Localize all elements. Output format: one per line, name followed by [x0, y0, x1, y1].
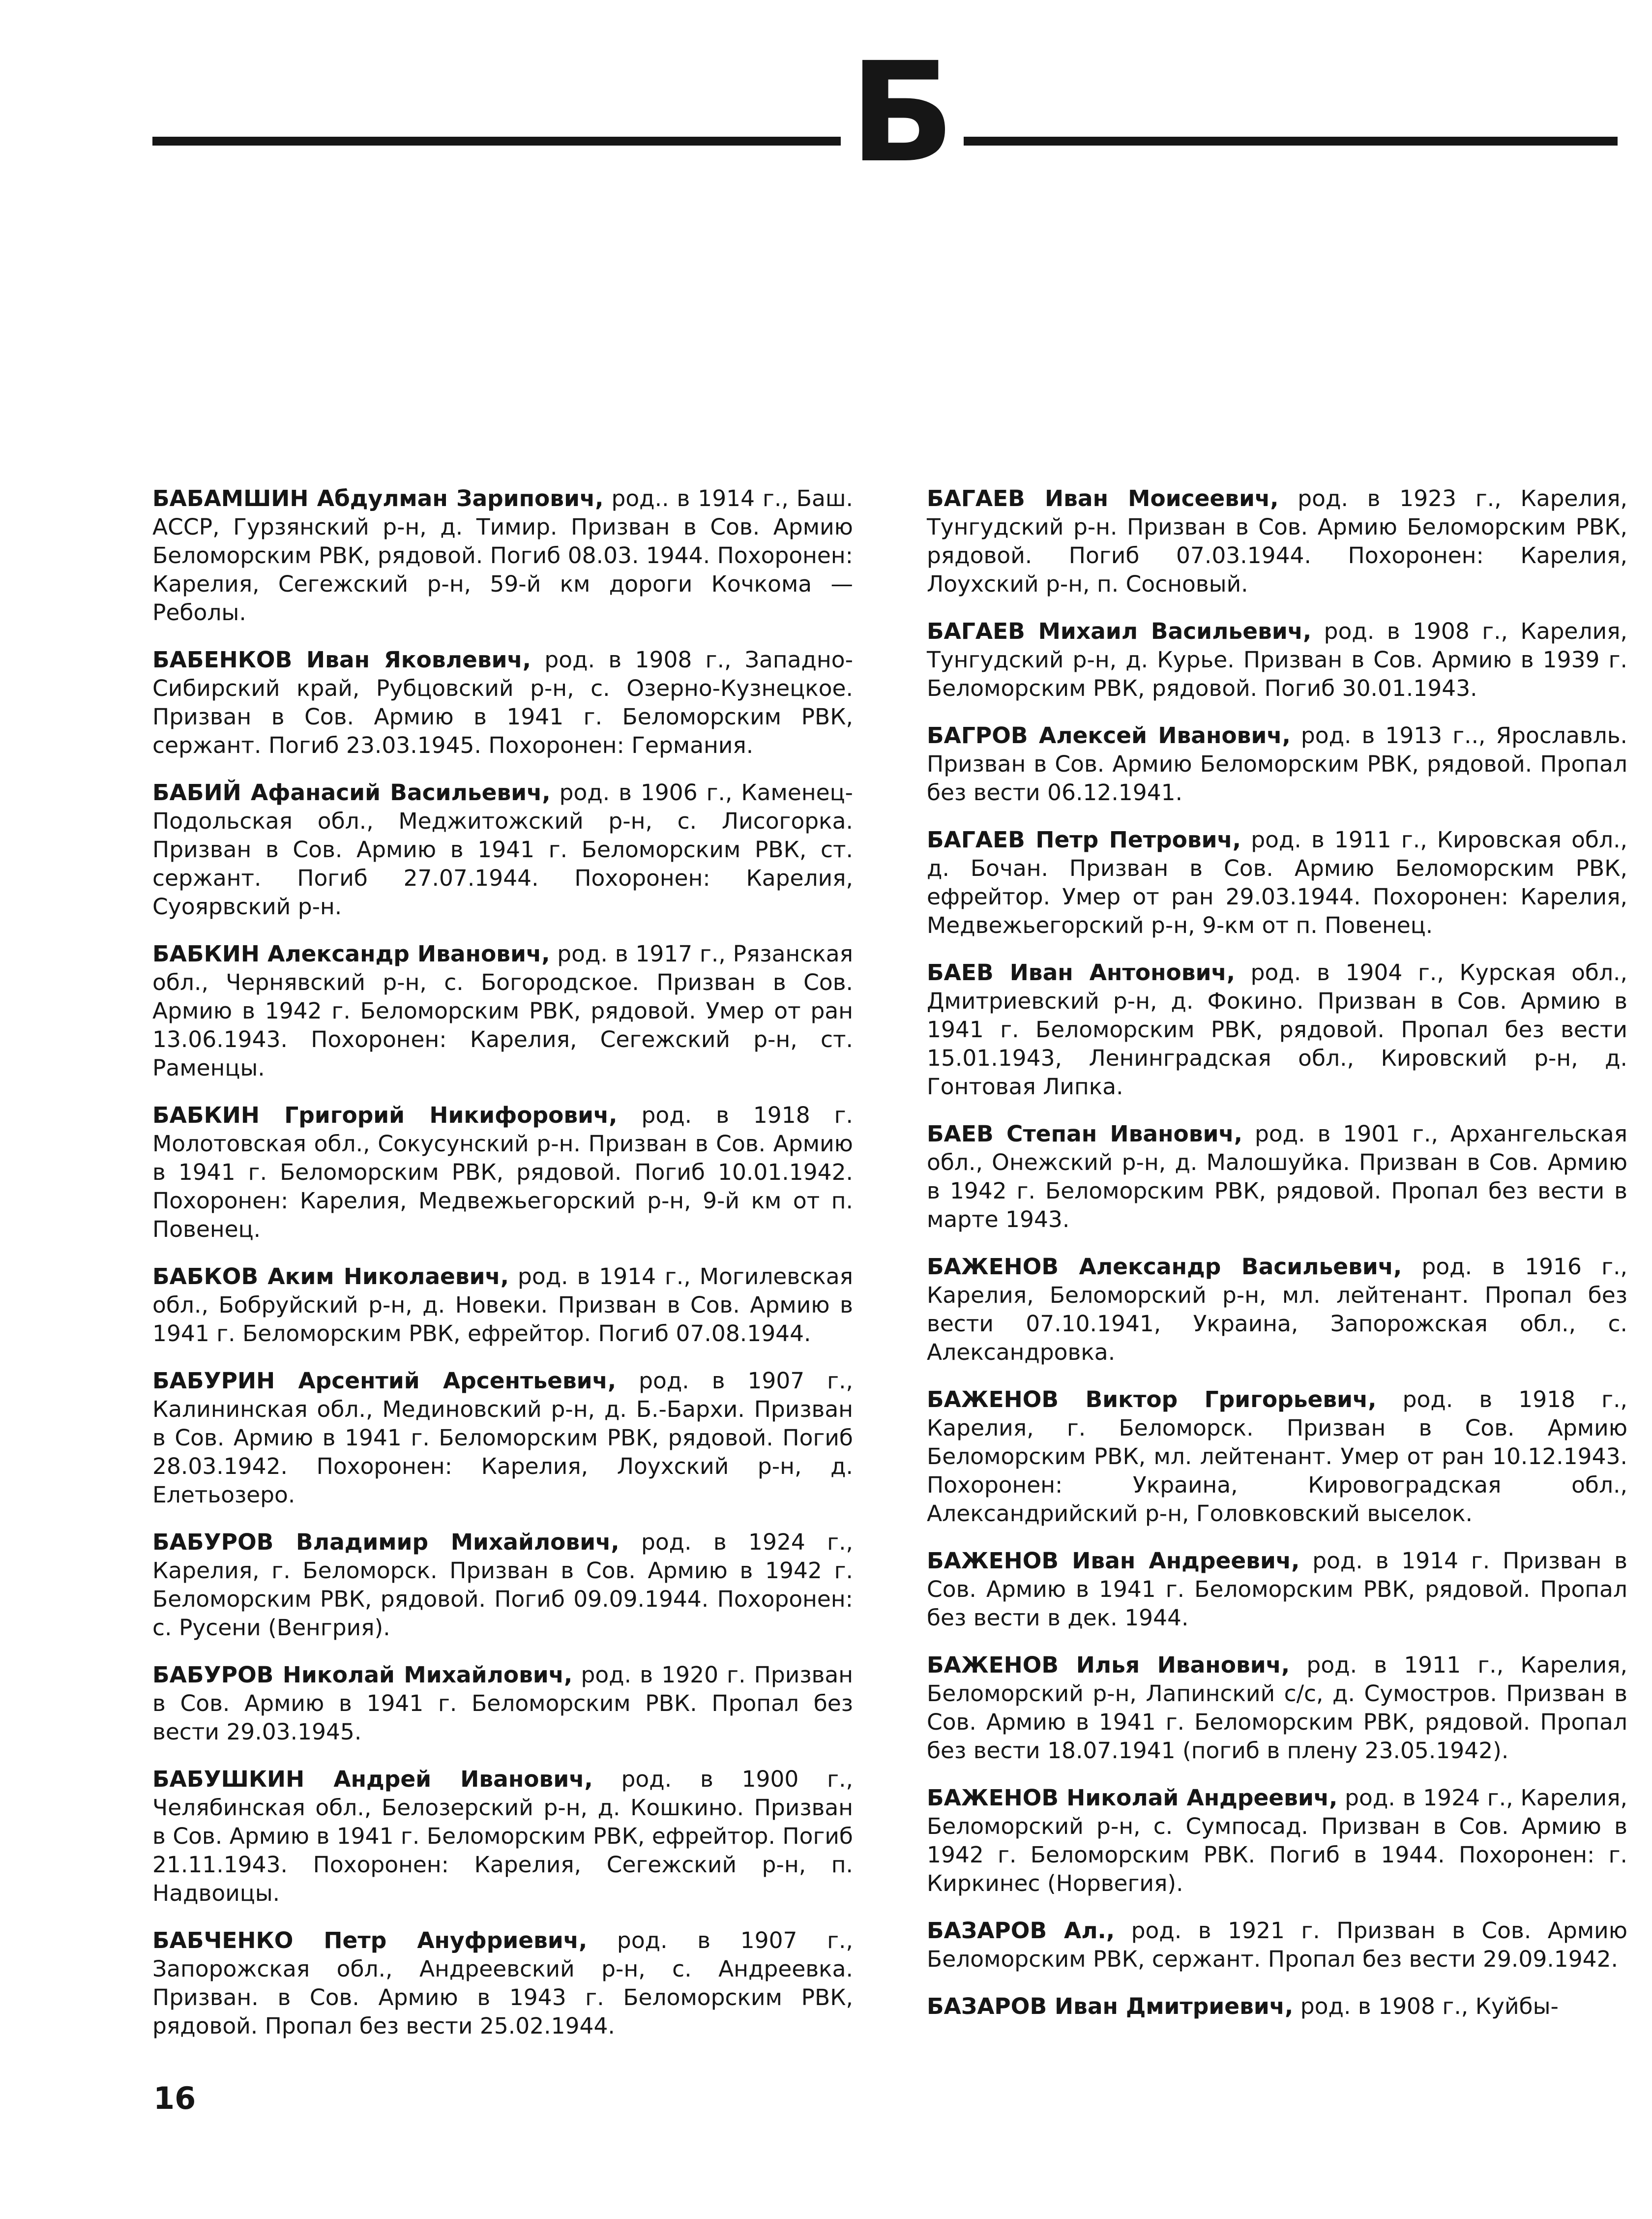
- entry-text: род. в 1920 г. Призван в Сов. Армию в 1941 г. Беломорским РВК. Пропал без вести 29.03.1945.: [152, 1662, 853, 1745]
- entry-text: род. в 1914 г. Призван в Сов. Армию в 1941 г. Беломорским РВК, рядовой. Пропал без вести в дек. 1944.: [927, 1548, 1627, 1631]
- entry-name: БАЗАРОВ Иван Дмитриевич,: [927, 1993, 1294, 2019]
- entry-text: род. в 1914 г., Могилевская обл., Бобруйский р-н, д. Новеки. Призван в Сов. Армию в 1941 г. Беломорским РВК, ефрейтор. Погиб 07.08.1944.: [152, 1263, 853, 1347]
- entry-name: БАЗАРОВ Ал.,: [927, 1918, 1115, 1944]
- entry-text: род. в 1908 г., Западно-Сибирский край, Рубцовский р-н, с. Озерно-Кузнецкое. Призван в Сов. Армию в 1941 г. Беломорским РВК, сержант. Погиб 23.03.1945. Похоронен: Германия.: [152, 647, 853, 758]
- entry-text: род. в 1918 г. Молотовская обл., Сокусунский р-н. Призван в Сов. Армию в 1941 г. Беломорским РВК, рядовой. Погиб 10.01.1942. Похоронен: Карелия, Медвежьегорский р-н, 9-й км от п. Повенец.: [152, 1102, 853, 1242]
- entry: [152, 484, 853, 627]
- entry: [927, 721, 1627, 807]
- entry-text: род. в 1923 г., Карелия, Тунгудский р-н. Призван в Сов. Армию Беломорским РВК, рядовой. Погиб 07.03.1944. Похоронен: Карелия, Лоухский р-н, п. Сосновый.: [927, 485, 1627, 597]
- entry-name: БАБУРОВ Владимир Михайлович,: [152, 1529, 620, 1555]
- entry-name: БАБЕНКОВ Иван Яковлевич,: [152, 647, 531, 673]
- entry-name: БАЕВ Степан Иванович,: [927, 1121, 1242, 1147]
- entry-name: БАБКИН Григорий Никифорович,: [152, 1102, 618, 1128]
- entry: [927, 484, 1627, 599]
- entry-text: род. в 1901 г., Архангельская обл., Онежский р-н, д. Малошуйка. Призван в Сов. Армию в 1942 г. Беломорским РВК, рядовой. Пропал без вести в марте 1943.: [927, 1121, 1627, 1232]
- entry-name: БАЖЕНОВ Илья Иванович,: [927, 1652, 1290, 1678]
- entry-name: БАГРОВ Алексей Иванович,: [927, 722, 1291, 749]
- entry: [927, 1651, 1627, 1765]
- entry: [152, 1661, 853, 1746]
- entry-text: род. в 1921 г. Призван в Сов. Армию Беломорским РВК, сержант. Пропал без вести 29.09.1942.: [927, 1918, 1627, 1972]
- entry-name: БАБУРОВ Николай Михайлович,: [152, 1662, 573, 1688]
- entry-text: род. в 1911 г., Кировская обл., д. Бочан. Призван в Сов. Армию Беломорским РВК, ефрейтор. Умер от ран 29.03.1944. Похоронен: Карелия, Медвежьегорский р-н, 9-км от п. Повенец.: [927, 827, 1627, 938]
- entry-text: род. в 1907 г., Запорожская обл., Андреевский р-н, с. Андреевка. Призван. в Сов. Армию в 1943 г. Беломорским РВК, рядовой. Пропал без вести 25.02.1944.: [152, 1927, 853, 2039]
- entry-name: БАБУШКИН Андрей Иванович,: [152, 1766, 593, 1792]
- header-rule-left: [152, 137, 841, 146]
- entry: [152, 1926, 853, 2040]
- entry-text: род. в 1917 г., Рязанская обл., Чернявский р-н, с. Богородское. Призван в Сов. Армию в 1942 г. Беломорским РВК, рядовой. Умер от ран 13.06.1943. Похоронен: Карелия, Сегежский р-н, ст. Раменцы.: [152, 941, 853, 1081]
- entry: [927, 1992, 1627, 2021]
- entry: [927, 1120, 1627, 1234]
- entry-text: род. в 1904 г., Курская обл., Дмитриевский р-н, д. Фокино. Призван в Сов. Армию в 1941 г. Беломорским РВК, рядовой. Пропал без вести 15.01.1943, Ленинградская обл., Кировский р-н, д. Гонтовая Липка.: [927, 960, 1627, 1100]
- entry-text: род. в 1916 г., Карелия, Беломорский р-н, мл. лейтенант. Пропал без вести 07.10.1941, Украина, Запорожская обл., с. Александровка.: [927, 1254, 1627, 1365]
- entry: [927, 1784, 1627, 1898]
- entry-name: БАЖЕНОВ Виктор Григорьевич,: [927, 1386, 1377, 1412]
- left-column: [152, 484, 853, 2059]
- entry: [927, 1917, 1627, 1974]
- entry: [927, 1547, 1627, 1632]
- entry: [152, 1101, 853, 1244]
- entry-text: род. в 1918 г., Карелия, г. Беломорск. Призван в Сов. Армию Беломорским РВК, мл. лейтенант. Умер от ран 10.12.1943. Похоронен: Украина, Кировоградская обл., Александрийский р-н, Головковский выселок.: [927, 1386, 1627, 1527]
- entry: [927, 617, 1627, 703]
- entry-name: БАБКИН Александр Иванович,: [152, 941, 550, 967]
- right-column: [927, 484, 1627, 2039]
- entry: [152, 646, 853, 760]
- entry-name: БАБЧЕНКО Петр Ануфриевич,: [152, 1927, 588, 1953]
- entry-name: БАЕВ Иван Антонович,: [927, 960, 1235, 986]
- entry: [927, 1385, 1627, 1528]
- entry-text: род. в 1924 г., Карелия, Беломорский р-н, с. Сумпосад. Призван в Сов. Армию в 1942 г. Беломорским РВК. Погиб в 1944. Похоронен: г. Киркинес (Норвегия).: [927, 1785, 1627, 1896]
- entry-name: БАБУРИН Арсентий Арсентьевич,: [152, 1368, 617, 1394]
- entry: [152, 1528, 853, 1642]
- header-rule-right: [964, 137, 1618, 146]
- page-number: 16: [153, 2080, 196, 2116]
- entry-text: род. в 1908 г., Карелия, Тунгудский р-н, д. Курье. Призван в Сов. Армию в 1939 г. Беломорским РВК, рядовой. Погиб 30.01.1943.: [927, 618, 1627, 701]
- entry-name: БАБКОВ Аким Николаевич,: [152, 1263, 509, 1289]
- entry-text: род. в 1906 г., Каменец-Подольская обл., Меджитожский р-н, с. Лисогорка. Призван в Сов. Армию в 1941 г. Беломорским РВК, ст. сержант. Погиб 27.07.1944. Похоронен: Карелия, Суоярвский р-н.: [152, 780, 853, 920]
- entry: [152, 1765, 853, 1908]
- entry-name: БАГАЕВ Иван Моисеевич,: [927, 485, 1279, 511]
- entry: [927, 1253, 1627, 1367]
- entry-name: БАГАЕВ Михаил Васильевич,: [927, 618, 1312, 644]
- section-letter: Б: [850, 33, 955, 193]
- entry-name: БАБАМШИН Абдулман Зарипович,: [152, 485, 604, 511]
- entry-name: БАГАЕВ Петр Петрович,: [927, 827, 1241, 853]
- entry-text: род. в 1924 г., Карелия, г. Беломорск. Призван в Сов. Армию в 1942 г. Беломорским РВК, рядовой. Погиб 09.09.1944. Похоронен: с. Русени (Венгрия).: [152, 1529, 853, 1641]
- entry-name: БАЖЕНОВ Николай Андреевич,: [927, 1785, 1338, 1811]
- letter-header: [152, 33, 1618, 193]
- entry: [927, 826, 1627, 940]
- entry-name: БАБИЙ Афанасий Васильевич,: [152, 780, 551, 806]
- entry: [152, 1367, 853, 1509]
- entry: [152, 940, 853, 1082]
- entry-text: род.. в 1914 г., Баш. АССР, Гурзянский р-н, д. Тимир. Призван в Сов. Армию Беломорским РВК, рядовой. Погиб 08.03. 1944. Похоронен: Карелия, Сегежский р-н, 59-й км дороги Кочкома — Реболы.: [152, 485, 853, 626]
- entry-text: род. в 1908 г., Куйбы-: [1293, 1993, 1559, 2019]
- entry-text: род. в 1913 г.., Ярославль. Призван в Сов. Армию Беломорским РВК, рядовой. Пропал без вести 06.12.1941.: [927, 722, 1628, 806]
- entry: [152, 779, 853, 921]
- entry: [927, 959, 1627, 1101]
- entry-name: БАЖЕНОВ Иван Андреевич,: [927, 1548, 1300, 1574]
- entry-text: род. в 1911 г., Карелия, Беломорский р-н, Лапинский с/с, д. Сумостров. Призван в Сов. Армию в 1941 г. Беломорским РВК, рядовой. Пропал без вести 18.07.1941 (погиб в плену 23.05.1942).: [927, 1652, 1627, 1764]
- entry-name: БАЖЕНОВ Александр Васильевич,: [927, 1254, 1402, 1280]
- entry-text: род. в 1900 г., Челябинская обл., Белозерский р-н, д. Кошкино. Призван в Сов. Армию в 1941 г. Беломорским РВК, ефрейтор. Погиб 21.11.1943. Похоронен: Карелия, Сегежский р-н, п. Надвоицы.: [152, 1766, 853, 1906]
- entry: [152, 1262, 853, 1348]
- entry-text: род. в 1907 г., Калининская обл., Мединовский р-н, д. Б.-Бархи. Призван в Сов. Армию в 1941 г. Беломорским РВК, рядовой. Погиб 28.03.1942. Похоронен: Карелия, Лоухский р-н, д. Елетьозеро.: [152, 1368, 853, 1508]
